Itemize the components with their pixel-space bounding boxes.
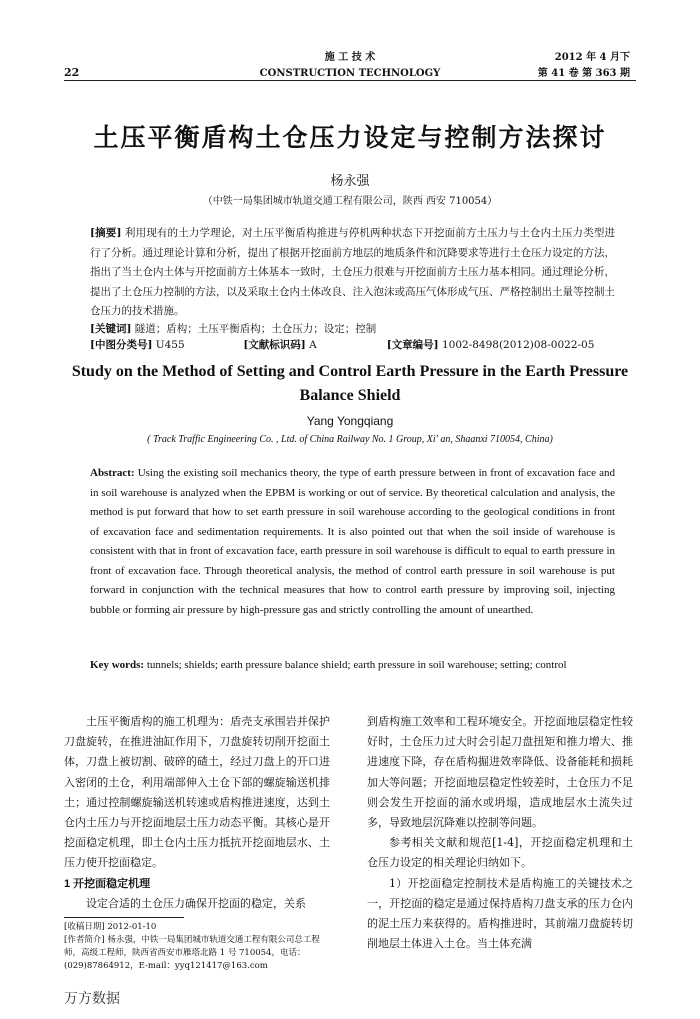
affiliation-en: ( Track Traffic Engineering Co. , Ltd. of China Railway No. 1 Group, Xi' an, Shaanxi 710054, China) [147,434,553,445]
body-paragraph: 设定合适的土仓压力确保开挖面的稳定，关系 [86,896,306,910]
clc-value: U455 [155,339,185,351]
paper-title-cn: 土压平衡盾构土仓压力设定与控制方法探讨 [93,123,607,152]
keywords-en [90,656,615,676]
author-en: Yang Yongqiang [306,414,394,428]
journal-name-cn: 施 工 技 术 [324,52,376,63]
abstract-en [90,464,615,620]
section-heading: 1 开挖面稳定机理 [64,877,151,890]
footnote-received: [收稿日期] 2012-01-10 [64,922,157,932]
abstract-cn [90,224,615,322]
article-no-label: [文章编号] [386,339,439,351]
body-column-left [64,712,330,914]
body-paragraph: 到盾构施工效率和工程环境安全。开挖面地层稳定性较好时，土仓压力过大时会引起刀盘扭矩和推力增大、推进速度下降，存在盾构掘进效率降低、设备能耗和损耗加大等问题；开挖面地层稳定性较差时，土仓压力不足则会发生开挖面的涌水或坍塌，造成地层水土流失过多，导致地层沉降难以控制等问题。 [367,715,633,830]
header-rule [64,80,636,81]
issue-info [538,50,630,82]
clc-label: [中图分类号] [90,339,153,351]
doc-code-label: [文献标识码] [243,339,306,351]
keywords-cn-text: 隧道；盾构；土压平衡盾构；土仓压力；设定；控制 [134,323,377,335]
body-paragraph: 土压平衡盾构的施工机理为：盾壳支承围岩并保护刀盘旋转，在推进油缸作用下，刀盘旋转切削开挖面土体，刀盘上被切割、破碎的碴土，经过刀盘上的开口进入密闭的土仓，利用端部伸入土仓下部的螺旋输送机排土；通过控制螺旋输送机转速或盾构推进速度，达到土仓内土压力与开挖面地层土压力动态平衡。其核心是开挖面稳定机理，即土仓内土压力抵抗开挖面地层水、土压力使开挖面稳定。 [64,715,330,870]
author-cn: 杨永强 [330,174,370,189]
body-paragraph: 参考相关文献和规范[1-4]，开挖面稳定机理和土仓压力设定的相关理论归纳如下。 [367,836,633,870]
keywords-en-text: tunnels; shields; earth pressure balance shield; earth pressure in soil warehouse; setting; control [146,659,567,671]
volume-issue: 第 41 卷 第 363 期 [537,68,630,79]
footnote-author-intro: [作者简介] 杨永强，中铁一局集团城市轨道交通工程有限公司总工程师，高级工程师，陕西省西安市雁塔北路 1 号 710054，电话：(029)87864912，E-mail：yyq121417@163.com [64,935,320,971]
article-no-value: 1002-8498(2012)08-0022-05 [441,339,595,351]
paper-title-en: Study on the Method of Setting and Control Earth Pressure in the Earth Pressure Balance Shield [71,363,629,404]
body-paragraph: 1）开挖面稳定控制技术是盾构施工的关键技术之一，开挖面的稳定是通过保持盾构刀盘支承的压力仓内的泥土压力来获得的。盾构推进时，其前端刀盘旋转切削地层土体进入土仓。当土体充满 [367,876,633,951]
abstract-en-text: Using the existing soil mechanics theory, the type of earth pressure between in front of excavation face and in soil warehouse is analyzed when the EPBM is working or out of service. By theoretical calculation and analysis, the method is put forward that how to set earth pressure in soil warehouse according to the geological conditions in front of excavation face and sedimentation requirements. It is also pointed out that when the soil inside of warehouse is consistent with that in front of excavation face, earth pressure in soil warehouse is difficult to equal to earth pressure in front of excavation face. Through theoretical analysis, the method of control earth pressure in soil warehouse is put forward in conjunction with the technical measures that how to control earth pressure by improving soil, injecting bubble or forming air pressure by high-pressure gas and strictly controlling the amount of unearthed. [90,467,616,616]
abstract-cn-text: 利用现有的土力学理论，对土压平衡盾构推进与停机两种状态下开挖面前方土压力与土仓内土压力类型进行了分析。通过理论计算和分析，提出了根据开挖面前方地层的地质条件和沉降要求等进行土仓压力设定的方法，指出了当土仓内土体与开挖面前方土体基本一致时，土仓压力很难与开挖面前方土压力基本相同。通过理论分析，提出了土仓压力控制的方法，以及采取土仓内土体改良、注入泡沫或高压气体形成气压、严格控制出土量等控制土仓压力的技术措施。 [90,227,616,317]
classification-line [90,336,650,356]
body-column-right [367,712,633,954]
watermark: 万方数据 [64,991,120,1007]
journal-name-en: CONSTRUCTION TECHNOLOGY [259,68,441,79]
keywords-cn-label: [关键词] [90,323,132,335]
doc-code-value: A [309,339,317,351]
abstract-en-label: Abstract: [90,467,135,479]
keywords-en-label: Key words: [90,659,145,671]
issue-date: 2012 年 4 月下 [554,52,630,63]
page-number: 22 [64,66,80,79]
abstract-cn-label: [摘要] [90,227,122,239]
affiliation-cn: （中铁一局集团城市轨道交通工程有限公司，陕西 西安 710054） [202,196,498,207]
footnote-rule [64,917,184,918]
footnote [64,921,334,973]
